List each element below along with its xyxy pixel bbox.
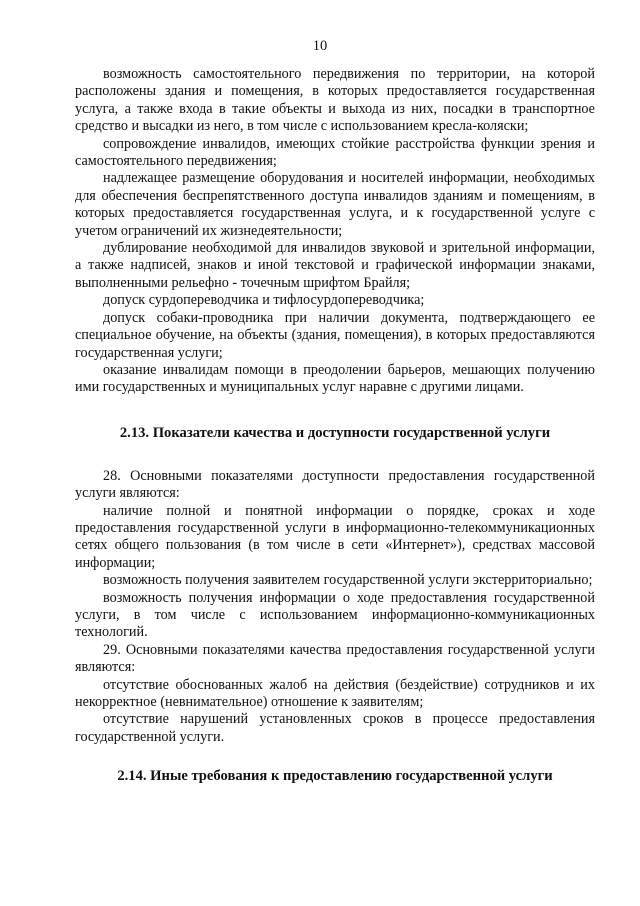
paragraph: надлежащее размещение оборудования и носителей информации, необходимых для обеспечения беспрепятственного доступа инвалидов зданиям и помещениям, в которых предоставляется государственная услуга, и к государственной услуге с учетом ограничений их жизнедеятельности; bbox=[75, 170, 595, 239]
paragraph: допуск собаки-проводника при наличии документа, подтверждающего ее специальное обучение, на объекты (здания, помещения), в которых предоставляются государственная услуги; bbox=[75, 309, 595, 361]
paragraph: дублирование необходимой для инвалидов звуковой и зрительной информации, а также надписей, знаков и иной текстовой и графической информации знаками, выполненными рельефно - точечным шрифтом Брайля; bbox=[75, 240, 595, 291]
paragraph: 28. Основными показателями доступности предоставления государственной услуги являются: bbox=[75, 467, 595, 502]
paragraph: отсутствие нарушений установленных сроков в процессе предоставления государственной услуги. bbox=[75, 711, 595, 745]
paragraph: сопровождение инвалидов, имеющих стойкие расстройства функции зрения и самостоятельного передвижения; bbox=[75, 135, 595, 170]
paragraph: отсутствие обоснованных жалоб на действия (бездействие) сотрудников и их некорректное (невнимательное) отношение к заявителям; bbox=[75, 676, 595, 710]
section-heading-2-14: 2.14. Иные требования к предоставлению государственной услуги bbox=[117, 768, 553, 785]
page-number: 10 bbox=[312, 38, 328, 54]
paragraph: допуск сурдопереводчика и тифлосурдопереводчика; bbox=[103, 292, 425, 309]
paragraph: наличие полной и понятной информации о порядке, сроках и ходе предоставления государственной услуги в информационно-телекоммуникационных сетях общего пользования (в том числе в сети «Интернет»), средствах массовой информации; bbox=[75, 502, 595, 571]
paragraph: оказание инвалидам помощи в преодолении барьеров, мешающих получению ими государственных и муниципальных услуг наравне с другими лицами. bbox=[75, 361, 595, 396]
document-body bbox=[75, 66, 595, 785]
section-heading-2-13: 2.13. Показатели качества и доступности государственной услуги bbox=[119, 424, 551, 441]
paragraph: возможность получения информации о ходе предоставления государственной услуги, в том числе с использованием информационно-коммуникационных технологий. bbox=[75, 589, 595, 641]
paragraph: 29. Основными показателями качества предоставления государственной услуги являются: bbox=[75, 641, 595, 676]
paragraph: возможность получения заявителем государственной услуги экстерриториально; bbox=[103, 572, 593, 589]
paragraph: возможность самостоятельного передвижения по территории, на которой расположены здания и помещения, в которых предоставляется государственная услуга, а также входа в такие объекты и выхода из них, посадки в транспортное средство и высадки из него, в том числе с использованием кресла-коляски; bbox=[75, 66, 595, 135]
